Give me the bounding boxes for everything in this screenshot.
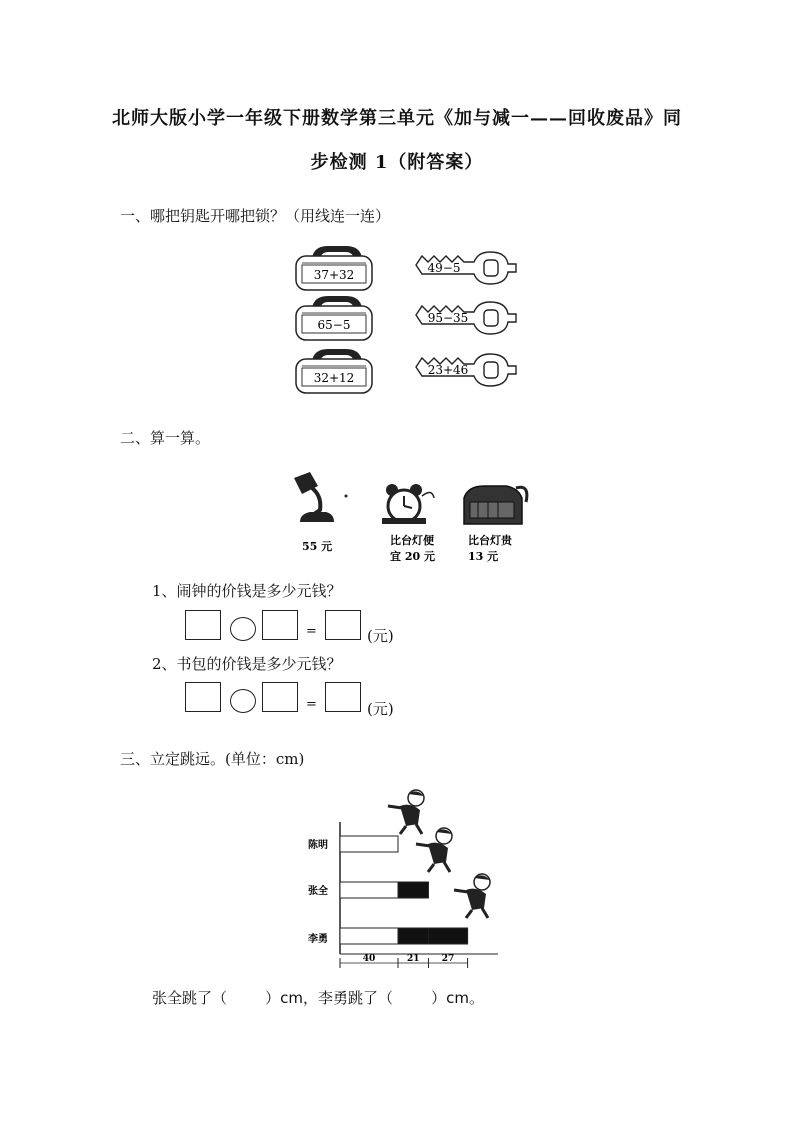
lock-3-label: 32+12 [313,371,355,385]
q2-answer-box-2[interactable] [262,682,298,712]
q2-result-box[interactable] [325,682,361,712]
dimension-label: 27 [441,954,455,964]
dimension-label: 21 [406,954,420,964]
page-title-line-2: 步检测 1（附答案） [310,152,484,173]
prices-figure [288,470,538,570]
page-title-line-1: 北师大版小学一年级下册数学第三单元《加与减一——回收废品》同 [112,108,682,129]
section3-answer-line: 张全跳了（ ）cm，李勇跳了（ ）cm。 [152,989,485,1007]
lock-1-label: 37+32 [313,268,355,282]
section1-heading: 一、哪把钥匙开哪把锁？（用线连一连） [120,207,391,225]
locks-and-keys-figure [288,240,518,398]
key-2 [416,302,516,334]
clock-caption-line-1: 比台灯便 [390,534,434,547]
chart-bar-segment [398,882,428,898]
schoolbag-icon [464,486,527,524]
question-1: 1、闹钟的价钱是多少元钱？ [152,582,342,600]
q2-equals-sign: = [306,697,317,712]
bag-caption-line-2: 13 元 [468,550,499,563]
q1-equals-sign: = [306,624,317,639]
alarm-clock-icon [382,484,434,524]
key-3 [416,354,516,386]
clock-caption-line-2: 宜 20 元 [390,550,435,563]
desk-lamp-icon [294,472,348,522]
key-2-label: 95−35 [427,311,469,325]
lock-2-label: 65−5 [317,318,351,332]
q2-unit: (元) [367,700,394,718]
lock-3 [296,349,372,393]
lock-2 [296,296,372,340]
lock-1 [296,246,372,290]
chart-bar-segment [398,928,428,944]
q1-result-box[interactable] [325,610,361,640]
q1-unit: (元) [367,627,394,645]
chart-bar-segment [340,882,398,898]
q2-answer-box-1[interactable] [185,682,221,712]
dimension-label: 40 [362,954,376,964]
chart-category-label: 陈明 [308,840,328,851]
chart-bar-segment [428,928,467,944]
question-2: 2、书包的价钱是多少元钱？ [152,655,342,673]
q1-answer-box-1[interactable] [185,610,221,640]
q1-answer-box-2[interactable] [262,610,298,640]
key-3-label: 23+46 [427,363,469,377]
chart-category-label: 张全 [308,886,328,897]
lamp-price-caption: 55 元 [302,540,333,553]
jumping-child-icon [454,874,490,918]
long-jump-chart [298,782,508,972]
chart-bar-segment [340,928,398,944]
q1-operator-circle[interactable] [230,617,256,641]
key-1-label: 49−5 [427,261,461,275]
key-1 [416,252,516,284]
section2-heading: 二、算一算。 [120,429,211,447]
jumping-child-icon [388,790,424,834]
bag-caption-line-1: 比台灯贵 [468,534,512,547]
q2-operator-circle[interactable] [230,689,256,713]
section3-heading: 三、立定跳远。(单位：cm) [120,750,305,768]
chart-bar-segment [340,836,398,852]
jumping-child-icon [416,828,452,872]
chart-category-label: 李勇 [308,934,328,945]
